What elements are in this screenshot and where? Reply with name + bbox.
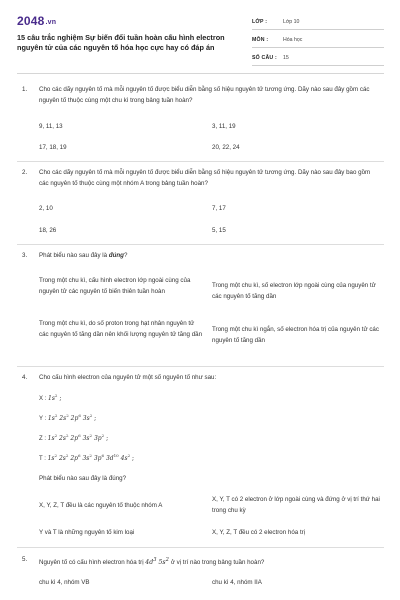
option-a[interactable]: 2, 10 (39, 205, 53, 212)
meta-key: MÔN : (252, 36, 269, 43)
question-emphasis: đúng (108, 252, 124, 259)
orbital-exponent: 2 (65, 453, 69, 458)
orbital-exponent: 2 (101, 433, 105, 438)
orbital-exponent: 3 (153, 557, 157, 563)
orbital: 2s (58, 455, 66, 462)
config-label: Y : (39, 416, 48, 422)
option-c[interactable]: Y và T là những nguyên tố kim loại (39, 529, 135, 536)
orbital: 1s (47, 415, 55, 422)
question-number: 5. (22, 556, 28, 563)
orbital-exponent: 2 (54, 413, 58, 418)
question-text-after: ? (123, 252, 128, 259)
orbital-exponent: 6 (78, 413, 81, 418)
meta-row-class (252, 14, 384, 30)
orbital: 2p (70, 455, 78, 462)
question-divider (17, 547, 384, 548)
orbital-exponent: 2 (89, 433, 93, 438)
orbital: 4s (120, 455, 128, 462)
meta-value: Lớp 10 (283, 18, 300, 25)
header-divider (17, 73, 384, 74)
meta-value: 15 (283, 54, 289, 61)
option-b[interactable]: 7, 17 (212, 205, 226, 212)
orbital-exponent: 2 (54, 393, 58, 398)
orbital-exponent: 2 (165, 557, 169, 563)
orbital-exponent: 2 (54, 433, 58, 438)
question-number: 4. (22, 374, 28, 381)
orbital-exponent: 2 (66, 413, 69, 418)
config-t (39, 453, 134, 462)
orbital-exponent: 10 (113, 453, 119, 458)
meta-row-count (252, 50, 384, 66)
orbital-exponent: 6 (101, 453, 105, 458)
option-c[interactable]: 17, 18, 19 (39, 144, 67, 151)
orbital: 4d (145, 559, 154, 567)
config-label: T : (39, 456, 48, 462)
option-b[interactable]: 3, 11, 19 (212, 123, 236, 130)
meta-box (252, 14, 384, 68)
option-a[interactable]: chu kì 4, nhóm VB (39, 579, 90, 586)
question-prompt: Phát biểu nào sau đây là đúng? (39, 475, 127, 482)
orbital: 3s (82, 415, 90, 422)
config-label: Z : (39, 436, 48, 442)
orbital-exponent: 6 (77, 453, 81, 458)
meta-key: LỚP : (252, 18, 268, 25)
question-divider (17, 161, 384, 162)
orbital: 3s (82, 435, 90, 442)
config-y (39, 413, 96, 422)
inline-config (145, 559, 171, 566)
option-b[interactable]: Trong một chu kì, số electron lớp ngoài cùng của nguyên tử các nguyên tố tăng dần (212, 282, 376, 300)
question-number: 2. (22, 169, 28, 176)
question-divider (17, 244, 384, 245)
orbital: 3d (105, 455, 114, 462)
page-title: 15 câu trắc nghiệm Sự biến đổi tuần hoàn cấu hình electron nguyên tử của các nguyên tố hóa học cực hay có đáp án (17, 33, 225, 52)
option-b[interactable]: chu kì 4, nhóm IIA (212, 579, 262, 586)
question-divider (17, 366, 384, 367)
orbital: 3s (82, 455, 90, 462)
option-b[interactable]: X, Y, T có 2 electron ở lớp ngoài cùng và đứng ở vị trí thứ hai trong chu kỳ (212, 496, 380, 514)
orbital: 3p (93, 455, 102, 462)
meta-row-subject (252, 32, 384, 48)
orbital: 1s (47, 435, 55, 442)
orbital-exponent: 6 (78, 433, 81, 438)
orbital-exponent: 2 (65, 433, 69, 438)
orbital: 1s (47, 455, 55, 462)
question-text: Cho các dãy nguyên tố mà mỗi nguyên tố được biểu diễn bằng số hiệu nguyên tử tương ứng. Dãy nào sau đây gồm các nguyên tố thuộc cùng một chu kì trong bảng tuần hoàn? (39, 86, 370, 104)
option-a[interactable]: X, Y, Z, T đều là các nguyên tố thuộc nhóm A (39, 502, 163, 509)
question-number: 3. (22, 252, 28, 259)
option-a[interactable]: 9, 11, 13 (39, 123, 63, 130)
orbital: 2s (59, 415, 67, 422)
question-text-before: Phát biểu nào sau đây là (39, 252, 109, 259)
question-text: Cho cấu hình electron của nguyên tử một số nguyên tố như sau: (39, 374, 217, 381)
config-end: ; (106, 435, 109, 442)
question-text (39, 251, 374, 262)
config-x (39, 393, 61, 402)
orbital: 1s (48, 395, 55, 402)
config-end: ; (132, 455, 135, 462)
meta-key: SỐ CÂU : (252, 54, 277, 61)
config-end: ; (59, 395, 62, 402)
option-d[interactable]: X, Y, Z, T đều có 2 electron hóa trị (212, 529, 306, 536)
site-logo[interactable] (17, 14, 56, 28)
orbital: 3p (93, 435, 102, 442)
meta-value: Hóa học (283, 36, 303, 43)
option-d[interactable]: Trong một chu kì ngắn, số electron hóa trị của nguyên tử các nguyên tố tăng dần (212, 326, 379, 344)
option-d[interactable]: 20, 22, 24 (212, 144, 240, 151)
orbital: 2p (70, 435, 79, 442)
logo-main: 2048 (17, 14, 45, 28)
question-text-after: ở vị trí nào trong bảng tuần hoàn? (170, 559, 265, 567)
question-text: Cho các dãy nguyên tố mà mỗi nguyên tố được biểu diễn bằng số hiệu nguyên tử tương ứng. Dãy nào sau đây bao gồm các nguyên tố thuộc cùng một nhóm A trong bảng tuần hoàn? (39, 169, 371, 187)
orbital-exponent: 2 (127, 453, 131, 458)
question-text-before: Nguyên tố có cấu hình electron hóa trị (39, 559, 146, 567)
orbital: 2s (59, 435, 66, 442)
option-c[interactable]: 18, 26 (39, 227, 57, 234)
logo-sub: .vn (45, 19, 57, 26)
option-d[interactable]: 5, 15 (212, 227, 226, 234)
orbital-exponent: 2 (89, 413, 93, 418)
option-c[interactable]: Trong một chu kì, do số proton trong hạt nhân nguyên tử các nguyên tố tăng dần nên khối lượng nguyên tử tăng dần (39, 320, 203, 338)
config-label: X : (39, 396, 49, 402)
config-end: ; (94, 415, 97, 422)
orbital: 2p (70, 415, 79, 422)
orbital: 5s (158, 559, 166, 567)
orbital-exponent: 2 (89, 453, 92, 458)
option-a[interactable]: Trong một chu kì, cấu hình electron lớp ngoài cùng của nguyên tử các nguyên tố biến thiên tuần hoàn (39, 277, 191, 295)
orbital-exponent: 2 (54, 453, 58, 458)
question-text (39, 555, 374, 569)
question-number: 1. (22, 86, 28, 93)
config-z (39, 433, 108, 442)
